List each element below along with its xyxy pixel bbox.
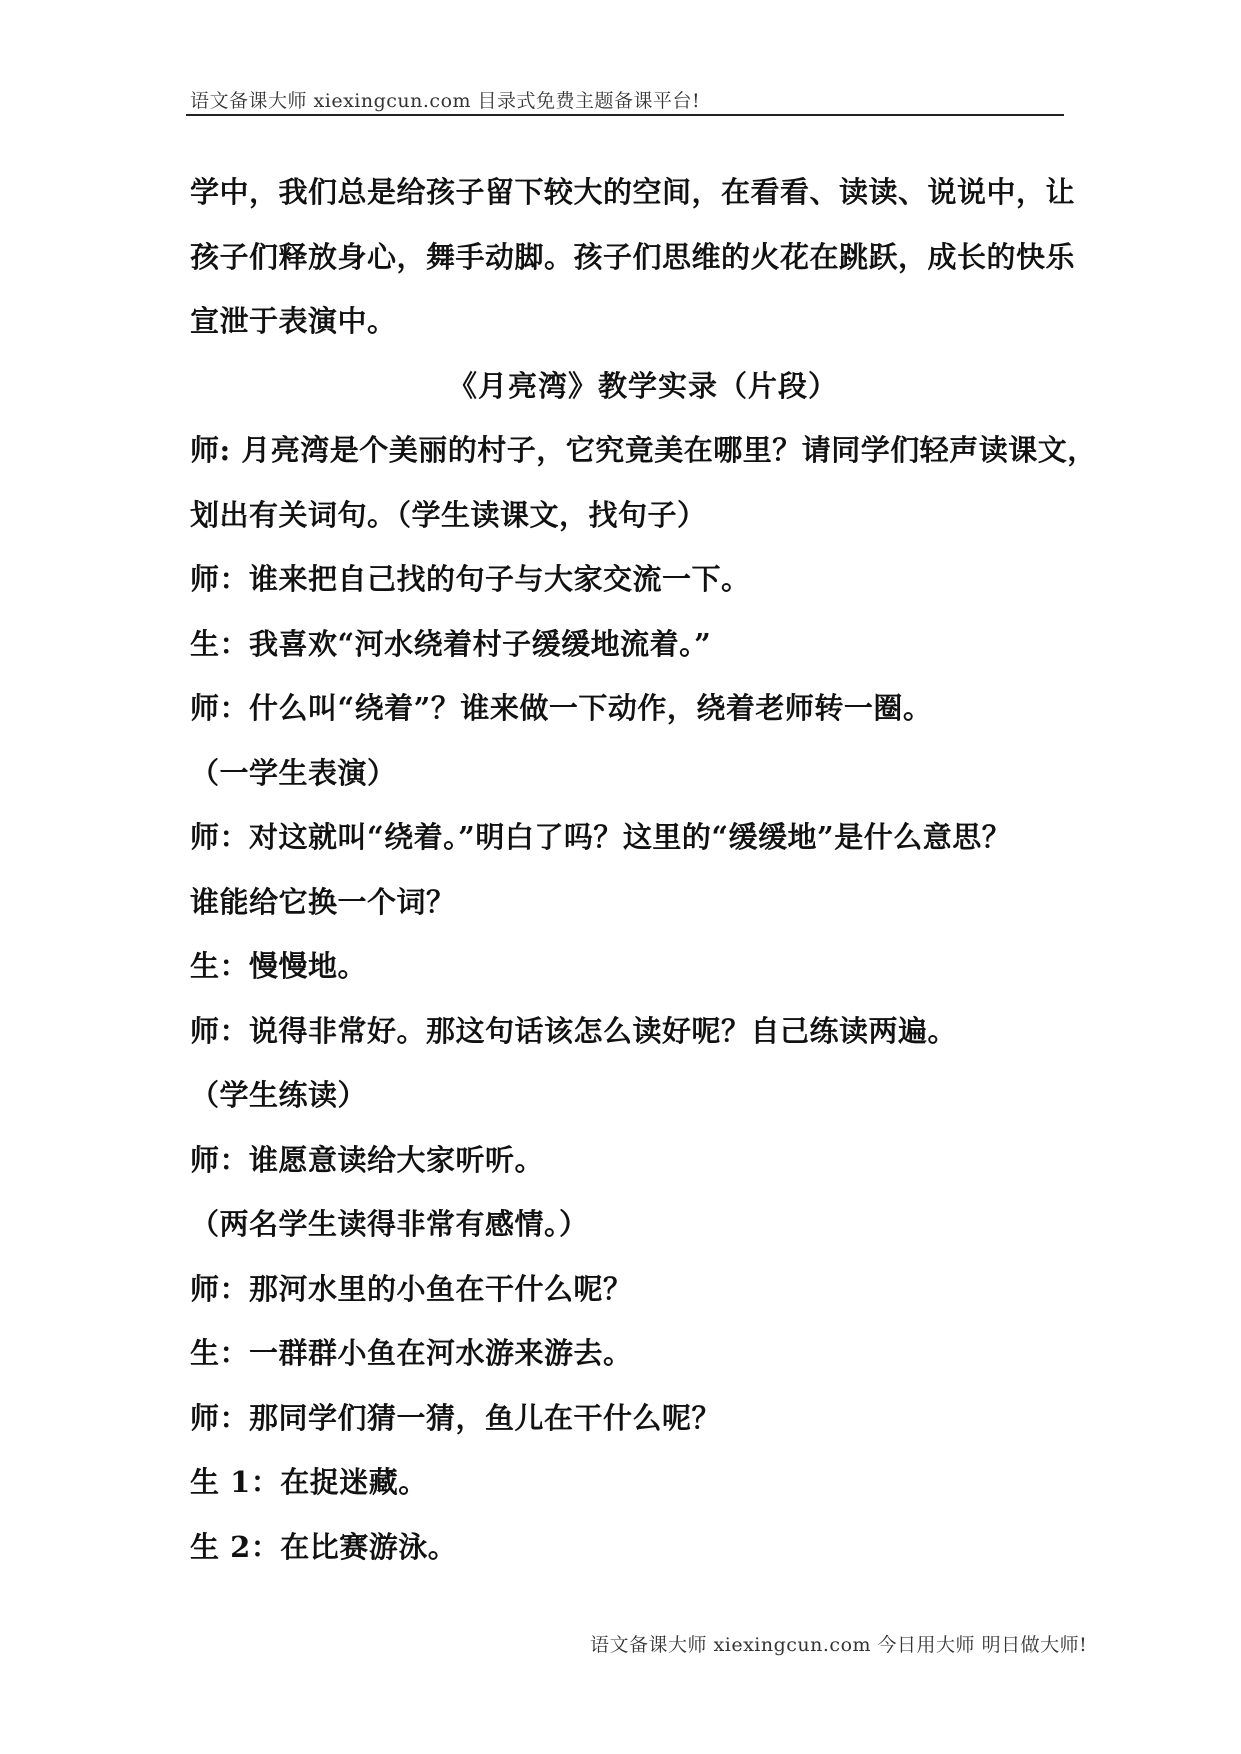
section-title: 《月亮湾》教学实录（片段） xyxy=(447,368,838,403)
document-body xyxy=(190,160,1097,1579)
dialogue-line: 师：谁来把自己找的句子与大家交流一下。 xyxy=(190,562,751,596)
page-footer: 语文备课大师 xiexingcun.com 今日用大师 明日做大师! xyxy=(590,1634,1088,1656)
dialogue-line: 师：那河水里的小鱼在干什么呢？ xyxy=(190,1271,633,1306)
stage-direction: （一学生表演） xyxy=(190,755,397,790)
dialogue-line: 生 1：在捉迷藏。 xyxy=(190,1465,428,1499)
dialogue-line: 生：我喜欢“河水绕着村子缓缓地流着。” xyxy=(190,626,712,661)
paragraph-line: 师: 月亮湾是个美丽的村子，它究竟美在哪里？请同学们轻声读课文， xyxy=(190,433,1097,467)
dialogue-line: 师：说得非常好。那这句话该怎么读好呢？自己练读两遍。 xyxy=(190,1013,958,1048)
dialogue-line: 生：慢慢地。 xyxy=(190,949,368,983)
dialogue-line: 师：谁愿意读给大家听听。 xyxy=(190,1142,545,1177)
stage-direction: （两名学生读得非常有感情。） xyxy=(190,1207,589,1241)
dialogue-line: 生 2：在比赛游泳。 xyxy=(190,1529,458,1564)
stage-direction: （学生练读） xyxy=(190,1078,368,1112)
paragraph-line: 划出有关词句。（学生读课文，找句子） xyxy=(190,497,707,532)
dialogue-line: 师：什么叫“绕着”？谁来做一下动作，绕着老师转一圈。 xyxy=(190,691,933,725)
dialogue-line: 生：一群群小鱼在河水游来游去。 xyxy=(190,1336,633,1370)
paragraph-line: 学中，我们总是给孩子留下较大的空间，在看看、读读、说说中，让 xyxy=(190,175,1076,209)
paragraph-line: 孩子们释放身心，舞手动脚。孩子们思维的火花在跳跃，成长的快乐 xyxy=(190,239,1076,274)
dialogue-line: 谁能给它换一个词？ xyxy=(190,884,456,919)
page-header: 语文备课大师 xiexingcun.com 目录式免费主题备课平台! xyxy=(190,90,701,112)
dialogue-line: 师：那同学们猜一猜，鱼儿在干什么呢？ xyxy=(190,1400,722,1435)
header-divider xyxy=(186,114,1064,116)
dialogue-line: 师：对这就叫“绕着。”明白了吗？这里的“缓缓地”是什么意思？ xyxy=(190,820,1012,854)
paragraph-line: 宣泄于表演中。 xyxy=(190,304,397,338)
